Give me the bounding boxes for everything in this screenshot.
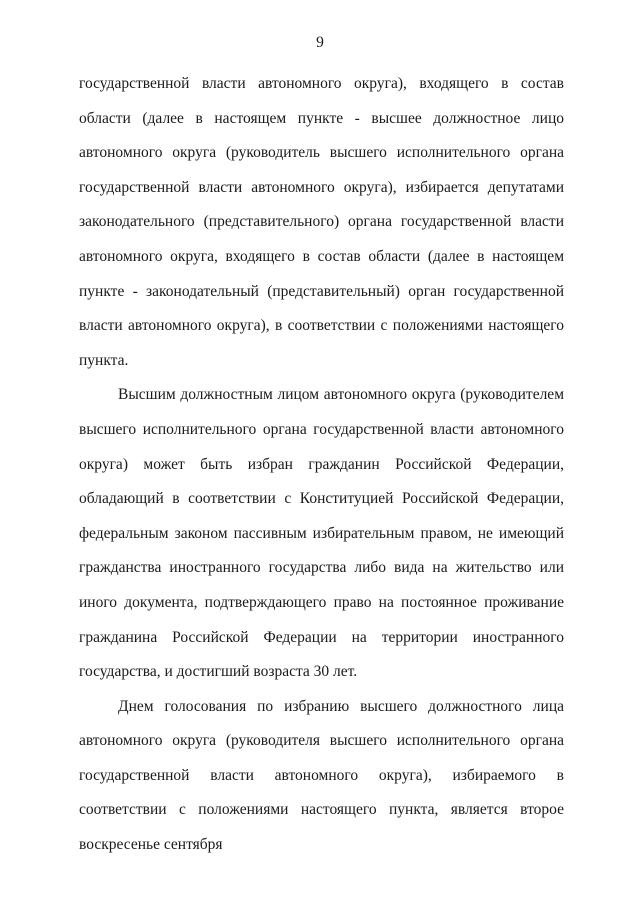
document-body — [79, 67, 564, 863]
page-number: 9 — [316, 34, 324, 51]
paragraph-voting-day: Днем голосования по избранию высшего должностного лица автономного округа (руководителя высшего исполнительного органа государственной власти автономного округа), избираемого в соответствии с положениями настоящего пункта, является второе воскресенье сентября — [79, 697, 564, 854]
paragraph-eligibility: Высшим должностным лицом автономного округа (руководителем высшего исполнительного органа государственной власти автономного округа) может быть избран гражданин Российской Федерации, обладающий в соответствии с Конституцией Российской Федерации, федеральным законом пассивным избирательным правом, не имеющий гражданства иностранного государства либо вида на жительство или иного документа, подтверждающего право на постоянное проживание гражданина Российской Федерации на территории иностранного государства, и достигший возраста 30 лет. — [79, 386, 564, 681]
paragraph-continuation: государственной власти автономного округа), входящего в состав области (далее в настоящем пункте - высшее должностное лицо автономного округа (руководитель высшего исполнительного органа государственной власти автономного округа), избирается депутатами законодательного (представительного) органа государственной власти автономного округа, входящего в состав области (далее в настоящем пункте - законодательный (представительный) орган государственной власти автономного округа), в соответствии с положениями настоящего пункта. — [79, 75, 564, 369]
